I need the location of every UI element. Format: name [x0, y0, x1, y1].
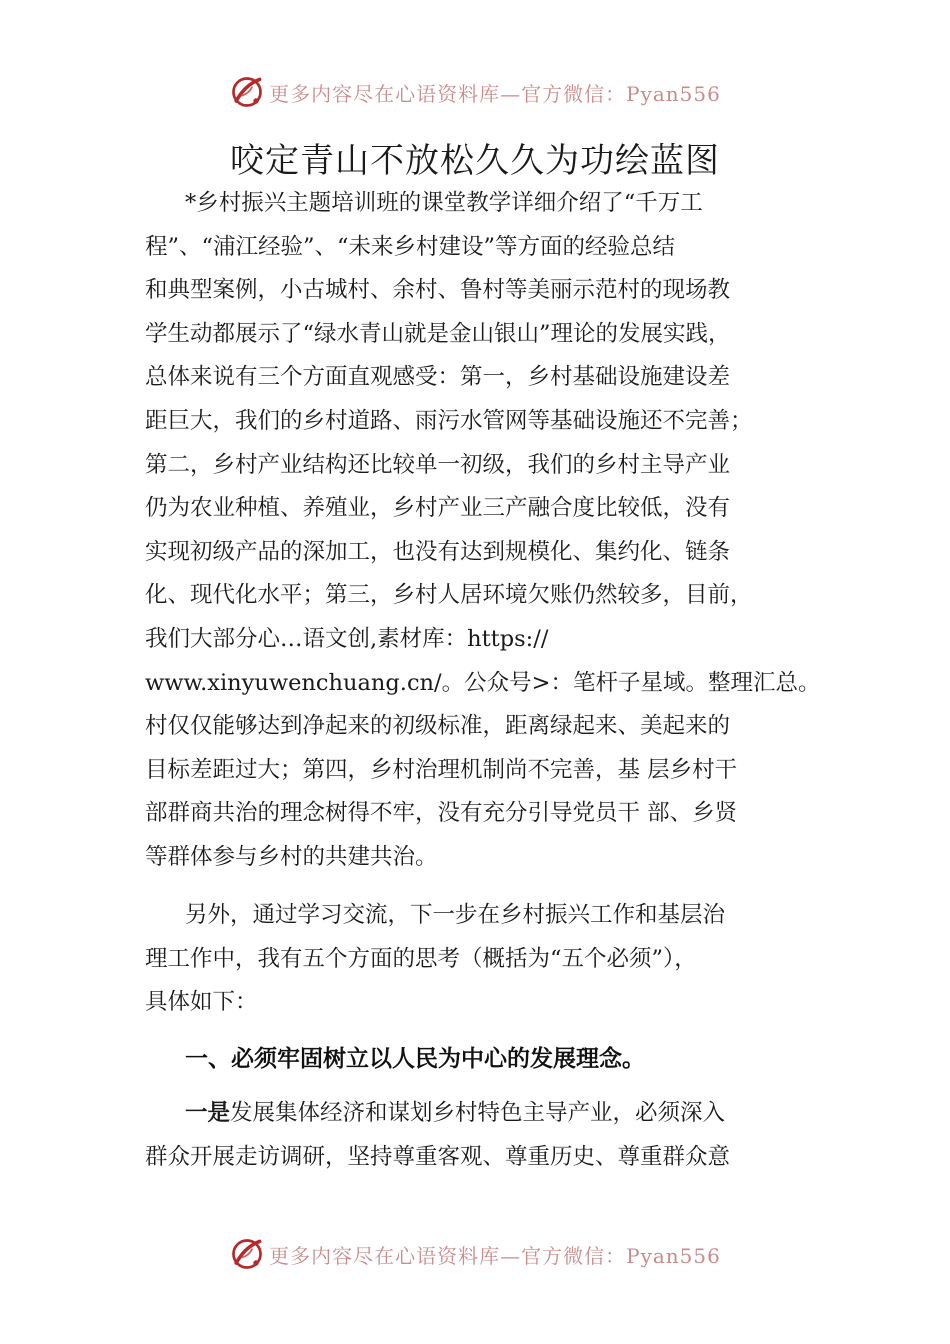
text-line: 学生动都展示了“绿水青山就是金山银山”理论的发展实践， [145, 320, 731, 347]
text-line: 第二，乡村产业结构还比较单一初级，我们的乡村主导产业 [145, 451, 731, 478]
text-line: 具体如下： [145, 989, 258, 1016]
text-line: 实现初级产品的深加工，也没有达到规模化、集约化、链条 [145, 538, 731, 565]
text-line: *乡村振兴主题培训班的课堂教学详细介绍了“千万工 [185, 190, 703, 216]
text-line: 部群商共治的理念树得不牢，没有充分引导党员干 部、乡贤 [145, 800, 738, 827]
watermark-text: 更多内容尽在心语资料库—官方微信：Pyan556 [269, 81, 721, 106]
text-line: 仍为农业种植、养殖业，乡村产业三产融合度比较低，没有 [145, 495, 731, 522]
paragraph-2 [145, 894, 845, 1025]
text-line: 群众开展走访调研，坚持尊重客观、尊重历史、尊重群众意 [145, 1143, 731, 1170]
text-line: 目标差距过大；第四，乡村治理机制尚不完善，基 层乡村干 [145, 756, 738, 783]
lead-line-rest: 发展集体经济和谋划乡村特色主导产业，必须深入 [230, 1100, 726, 1126]
ink-brush-logo-icon [229, 74, 265, 110]
text-line: 程”、“浦江经验”、“未来乡村建设”等方面的经验总结 [145, 233, 676, 260]
text-line: 等群体参与乡村的共建共治。 [145, 843, 438, 870]
ink-brush-logo-icon [229, 1236, 265, 1272]
section-heading-1: 一、必须牢固树立以人民为中心的发展理念。 [185, 1046, 645, 1072]
text-line: www.xinyuwenchuang.cn/。公众号>：笔杆子星域。整理汇总。 [145, 669, 821, 696]
text-line: 化、现代化水平；第三，乡村人居环境欠账仍然较多，目前， [145, 582, 753, 609]
watermark-text: 更多内容尽在心语资料库—官方微信：Pyan556 [269, 1243, 721, 1268]
watermark-banner-top [0, 72, 950, 112]
paragraph-1 [145, 182, 845, 880]
text-line: 理工作中，我有五个方面的思考（概括为“五个必须”）， [145, 945, 697, 972]
text-line: 村仅仅能够达到净起来的初级标准，距离绿起来、美起来的 [145, 713, 731, 740]
text-line: 总体来说有三个方面直观感受：第一，乡村基础设施建设差 [145, 364, 731, 391]
lead-bold-text: 一是 [185, 1100, 231, 1126]
text-line: 距巨大，我们的乡村道路、雨污水管网等基础设施还不完善； [145, 407, 753, 434]
text-line: 另外，通过学习交流，下一步在乡村振兴工作和基层治 [185, 902, 726, 928]
text-line [145, 1092, 845, 1136]
paragraph-3 [145, 1092, 845, 1179]
document-title: 咬定青山不放松久久为功绘蓝图 [230, 141, 720, 181]
text-line: 和典型案例，小古城村、余村、鲁村等美丽示范村的现场教 [145, 277, 731, 304]
text-line: 我们大部分心…语文创,素材库：https:// [145, 625, 549, 652]
watermark-banner-bottom [0, 1234, 950, 1274]
